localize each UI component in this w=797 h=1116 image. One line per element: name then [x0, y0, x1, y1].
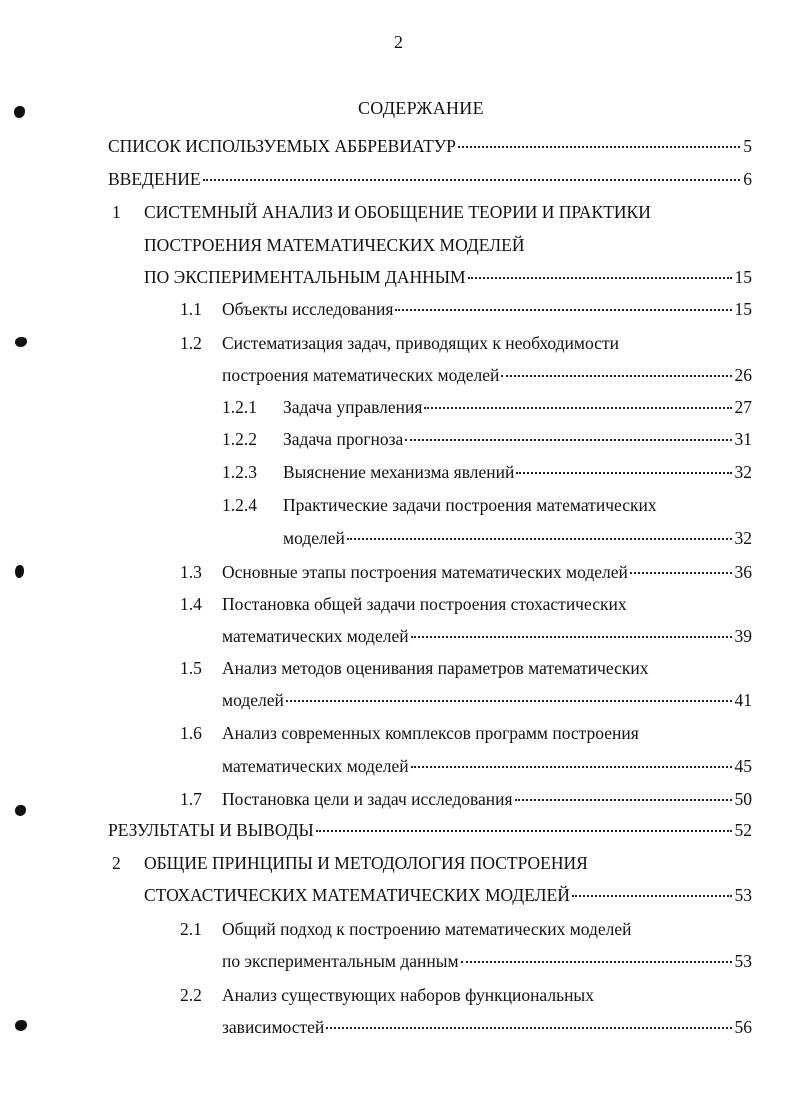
toc-entry-section-1-2-1[interactable] — [283, 397, 752, 417]
entry-title: ПО ЭКСПЕРИМЕНТАЛЬНЫМ ДАННЫМ — [144, 267, 466, 287]
toc-entry-section-1-6[interactable] — [222, 756, 752, 776]
dot-leader — [501, 375, 731, 377]
entry-page: 50 — [734, 789, 752, 809]
page-number: 2 — [394, 32, 403, 52]
subsection-number: 1.2.1 — [222, 397, 257, 417]
entry-page: 15 — [734, 267, 752, 287]
toc-entry-chapter-1[interactable] — [144, 267, 752, 287]
dot-leader — [515, 799, 732, 801]
dot-leader — [468, 277, 732, 279]
dot-leader — [395, 309, 731, 311]
section-title-line[interactable]: Систематизация задач, приводящих к необходимости — [222, 333, 619, 353]
entry-title: СТОХАСТИЧЕСКИХ МАТЕМАТИЧЕСКИХ МОДЕЛЕЙ — [144, 885, 570, 905]
dot-leader — [516, 472, 731, 474]
entry-title: Основные этапы построения математических моделей — [222, 562, 628, 582]
entry-title: Постановка цели и задач исследования — [222, 789, 513, 809]
section-number: 1.2 — [180, 333, 202, 353]
entry-page: 6 — [743, 169, 752, 189]
entry-title: построения математических моделей — [222, 365, 500, 385]
entry-page: 53 — [734, 885, 752, 905]
section-title-line[interactable]: Анализ современных комплексов программ построения — [222, 723, 639, 743]
entry-page: 27 — [734, 397, 752, 417]
entry-title: СПИСОК ИСПОЛЬЗУЕМЫХ АББРЕВИАТУР — [108, 136, 456, 156]
dot-leader — [316, 830, 732, 832]
dot-leader — [326, 1027, 731, 1029]
entry-page: 53 — [734, 951, 752, 971]
entry-title: ВВЕДЕНИЕ — [108, 169, 201, 189]
dot-leader — [286, 700, 732, 702]
toc-entry-results[interactable] — [108, 820, 752, 840]
toc-title: СОДЕРЖАНИЕ — [358, 98, 484, 118]
dot-leader — [405, 439, 731, 441]
dot-leader — [572, 895, 732, 897]
section-number: 1.6 — [180, 723, 202, 743]
entry-page: 32 — [734, 462, 752, 482]
chapter-title-line[interactable]: СИСТЕМНЫЙ АНАЛИЗ И ОБОБЩЕНИЕ ТЕОРИИ И ПРАКТИКИ — [144, 202, 651, 222]
entry-title: математических моделей — [222, 756, 409, 776]
entry-title: зависимостей — [222, 1017, 325, 1037]
entry-title: моделей — [222, 690, 284, 710]
entry-title: Задача управления — [283, 397, 423, 417]
chapter-title-line[interactable]: ПОСТРОЕНИЯ МАТЕМАТИЧЕСКИХ МОДЕЛЕЙ — [144, 235, 525, 255]
entry-page: 45 — [734, 756, 752, 776]
entry-title: моделей — [283, 528, 345, 548]
section-number: 1.5 — [180, 658, 202, 678]
toc-entry-abbreviations[interactable] — [108, 136, 752, 156]
toc-entry-section-1-2-2[interactable] — [283, 429, 752, 449]
dot-leader — [411, 636, 732, 638]
dot-leader — [461, 961, 732, 963]
section-number: 2.1 — [180, 919, 202, 939]
toc-entry-section-1-4[interactable] — [222, 626, 752, 646]
subsection-number: 1.2.2 — [222, 429, 257, 449]
toc-entry-section-1-2[interactable] — [222, 365, 752, 385]
subsection-number: 1.2.4 — [222, 495, 257, 515]
entry-page: 31 — [734, 429, 752, 449]
entry-page: 5 — [743, 136, 752, 156]
dot-leader — [424, 407, 731, 409]
entry-page: 26 — [734, 365, 752, 385]
section-number: 1.4 — [180, 594, 202, 614]
subsection-title-line[interactable]: Практические задачи построения математических — [283, 495, 657, 515]
entry-page: 15 — [734, 299, 752, 319]
section-title-line[interactable]: Анализ существующих наборов функциональных — [222, 985, 594, 1005]
toc-entry-section-1-3[interactable] — [222, 562, 752, 582]
entry-title: Объекты исследования — [222, 299, 394, 319]
toc-entry-section-2-2[interactable] — [222, 1017, 752, 1037]
entry-title: по экспериментальным данным — [222, 951, 459, 971]
toc-entry-section-1-7[interactable] — [222, 789, 752, 809]
entry-title: Выяснение механизма явлений — [283, 462, 515, 482]
section-number: 2.2 — [180, 985, 202, 1005]
subsection-number: 1.2.3 — [222, 462, 257, 482]
entry-page: 41 — [734, 690, 752, 710]
chapter-number: 1 — [112, 202, 121, 222]
dot-leader — [203, 179, 741, 181]
toc-entry-introduction[interactable] — [108, 169, 752, 189]
chapter-number: 2 — [112, 853, 121, 873]
section-title-line[interactable]: Постановка общей задачи построения стохастических — [222, 594, 627, 614]
section-number: 1.7 — [180, 789, 202, 809]
dot-leader — [347, 538, 732, 540]
toc-entry-section-1-5[interactable] — [222, 690, 752, 710]
entry-title: математических моделей — [222, 626, 409, 646]
entry-page: 39 — [734, 626, 752, 646]
entry-page: 56 — [734, 1017, 752, 1037]
section-title-line[interactable]: Общий подход к построению математических моделей — [222, 919, 632, 939]
section-number: 1.1 — [180, 299, 202, 319]
entry-page: 52 — [734, 820, 752, 840]
chapter-title-line[interactable]: ОБЩИЕ ПРИНЦИПЫ И МЕТОДОЛОГИЯ ПОСТРОЕНИЯ — [144, 853, 588, 873]
dot-leader — [458, 146, 740, 148]
entry-title: Задача прогноза — [283, 429, 404, 449]
toc-entry-chapter-2[interactable] — [144, 885, 752, 905]
toc-entry-section-2-1[interactable] — [222, 951, 752, 971]
dot-leader — [630, 572, 732, 574]
toc-entry-section-1-2-3[interactable] — [283, 462, 752, 482]
section-title-line[interactable]: Анализ методов оценивания параметров математических — [222, 658, 649, 678]
toc-entry-section-1-1[interactable] — [222, 299, 752, 319]
toc-entry-section-1-2-4[interactable] — [283, 528, 752, 548]
entry-page: 36 — [734, 562, 752, 582]
entry-page: 32 — [734, 528, 752, 548]
entry-title: РЕЗУЛЬТАТЫ И ВЫВОДЫ — [108, 820, 314, 840]
dot-leader — [411, 766, 732, 768]
section-number: 1.3 — [180, 562, 202, 582]
